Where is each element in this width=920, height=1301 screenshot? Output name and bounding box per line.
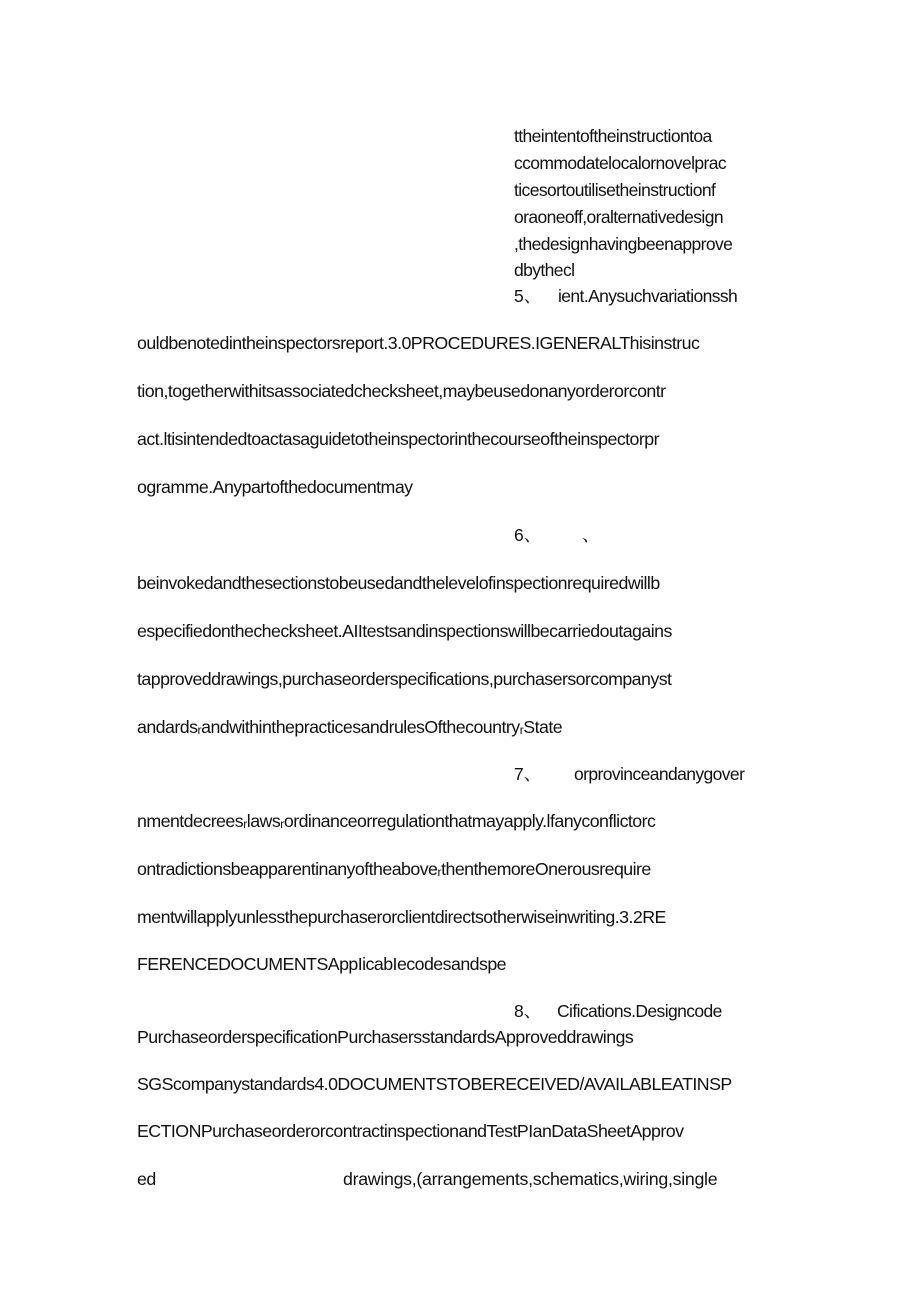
text-line: ouldbenotedintheinspectorsreport.3.0PROCEDURES.IGENERALThisinstruc [137,333,700,353]
item-text: Cifications.Designcode [557,1001,722,1021]
text-line: act.ltisintendedtoactasaguidetotheinspectorinthecourseoftheinspectorpr [137,429,659,449]
text-line: especifiedonthechecksheet.AIItestsandinspectionswillbecarriedoutagains [137,621,672,641]
text-line: ,thedesignhavingbeenapprove [514,234,733,254]
text-line-right: drawings,(arrangements,schematics,wiring,single [343,1169,718,1189]
text-line: PurchaseorderspecificationPurchasersstandardsApproveddrawings [137,1027,634,1047]
item-text: ient.Anysuchvariationssh [558,286,738,306]
item-number: 7、 [514,764,542,784]
text-line: ttheintentoftheinstructiontoa [514,126,712,146]
text-line: FERENCEDOCUMENTSAppIicabIecodesandspe [137,954,507,974]
text-line: tapproveddrawings,purchaseorderspecifications,purchasersorcompanyst [137,669,672,689]
item-number: 5、 [514,286,542,306]
item-number: 6、 [514,525,542,545]
text-line: dbythecl [514,260,575,280]
text-line: SGScompanystandards4.0DOCUMENTSTOBERECEIVED/AVAILABLEATINSP [137,1074,732,1094]
item-text: orprovinceandanygover [574,764,745,784]
text-line: ontradictionsbeapparentinanyoftheaboveᵣthenthemoreOnerousrequire [137,859,651,879]
text-line: mentwillapplyunlessthepurchaserorclientdirectsotherwiseinwriting.3.2RE [137,907,666,927]
text-line: ccommodatelocalornovelprac [514,153,727,173]
text-line: beinvokedandthesectionstobeusedandthelevelofinspectionrequiredwillb [137,573,660,593]
text-line: oraoneoff,oralternativedesign [514,207,723,227]
text-line: ticesortoutilisetheinstructionf [514,180,716,200]
text-line: nmentdecreesᵣlawsᵣordinanceorregulationthatmayapply.lfanyconflictorc [137,811,656,831]
item-number: 8、 [514,1001,542,1021]
text-line: ogramme.Anypartofthedocumentmay [137,477,413,497]
text-line-left: ed [137,1169,156,1189]
item-text: 、 [582,525,600,545]
text-line: ECTIONPurchaseorderorcontractinspectionandTestPIanDataSheetApprov [137,1121,684,1141]
text-line: tion,togetherwithitsassociatedchecksheet,maybeusedonanyorderorcontr [137,381,666,401]
text-line: andardsᵣandwithinthepracticesandrulesOfthecountryᵣState [137,717,563,737]
